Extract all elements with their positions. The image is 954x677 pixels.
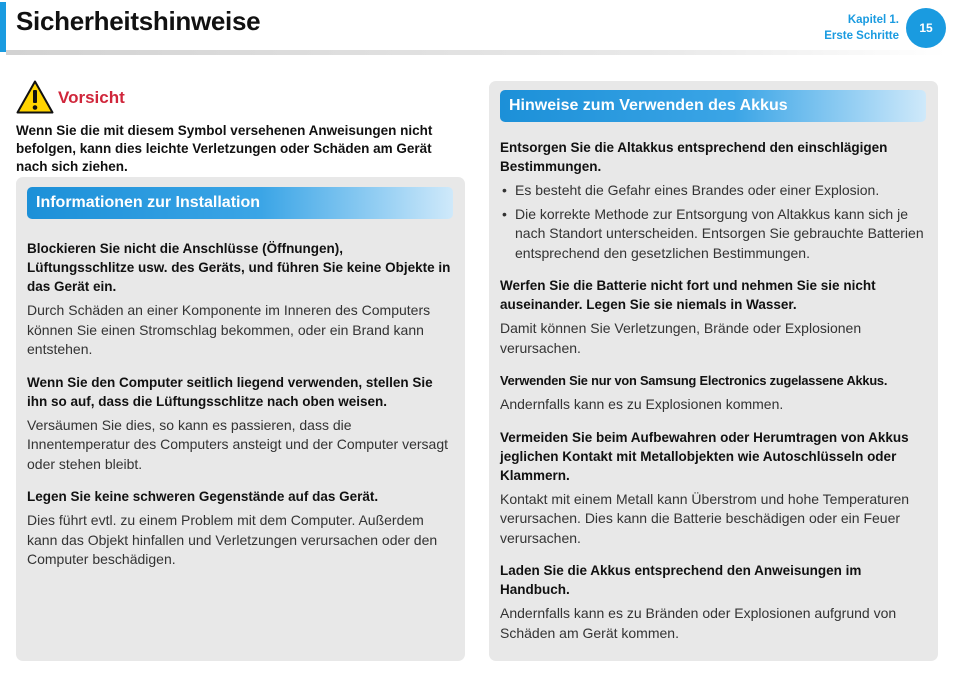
chapter-number: Kapitel 1. [847, 14, 899, 26]
installation-item-text: Versäumen Sie dies, so kann es passieren, dass die Innentemperatur des Computers ansteigt und der Computer versagt oder stehen bleibt. [27, 416, 449, 472]
battery-item-title: Verwenden Sie nur von Samsung Electronics zugelassene Akkus. [500, 373, 888, 388]
page-title: Sicherheitshinweise [16, 6, 261, 36]
caution-text: Wenn Sie die mit diesem Symbol versehenen Anweisungen nicht befolgen, kann dies leichte Verletzungen oder Schäden am Gerät nach sich ziehen. [16, 123, 433, 174]
battery-bullet: • Die korrekte Methode zur Entsorgung von Altakkus kann sich je nach Standort unterscheiden. Entsorgen Sie gebrauchte Batterien entsprechend den gesetzlichen Bestimmungen. [502, 205, 924, 261]
installation-item-text: Durch Schäden an einer Komponente im Inneren des Computers können Sie einen Stromschlag bekommen, oder ein Brand kann entstehen. [27, 302, 431, 357]
installation-heading: Informationen zur Installation [27, 187, 453, 219]
battery-bullet: • Es besteht die Gefahr eines Brandes oder einer Explosion. [502, 182, 880, 198]
header-divider [6, 50, 946, 55]
battery-item-text: Kontakt mit einem Metall kann Überstrom und hohe Temperaturen verursachen. Dies kann die Batterie beschädigen oder ein Feuer verursachen. [500, 490, 910, 546]
battery-item-title: Laden Sie die Akkus entsprechend den Anweisungen im Handbuch. [500, 563, 862, 597]
caution-label: Vorsicht [58, 88, 125, 107]
battery-item-title: Vermeiden Sie beim Aufbewahren oder Herumtragen von Akkus jeglichen Kontakt mit Metallobjekten wie Autoschlüsseln oder Klammern. [500, 429, 909, 483]
installation-panel [16, 177, 465, 661]
caution-heading [16, 80, 125, 114]
chapter-title: Erste Schritte [824, 30, 899, 42]
battery-item-title: Werfen Sie die Batterie nicht fort und nehmen Sie sie nicht auseinander. Legen Sie sie niemals in Wasser. [500, 278, 876, 312]
battery-panel [489, 81, 938, 661]
chapter-label [824, 12, 899, 44]
installation-item-title: Wenn Sie den Computer seitlich liegend verwenden, stellen Sie ihn so auf, dass die Lüftungsschlitze nach oben weisen. [27, 374, 433, 409]
battery-bullet-list [500, 181, 927, 263]
header-accent-bar [0, 2, 6, 52]
battery-item-text: Damit können Sie Verletzungen, Brände oder Explosionen verursachen. [500, 320, 862, 356]
battery-item-text: Andernfalls kann es zu Bränden oder Explosionen aufgrund von Schäden am Gerät kommen. [500, 605, 897, 641]
warning-triangle-icon [16, 80, 54, 114]
installation-item-title: Legen Sie keine schweren Gegenstände auf das Gerät. [27, 489, 379, 504]
installation-item-title: Blockieren Sie nicht die Anschlüsse (Öffnungen), Lüftungsschlitze usw. des Geräts, und führen Sie keine Objekte in das Gerät ein. [27, 241, 451, 294]
battery-heading: Hinweise zum Verwenden des Akkus [500, 90, 926, 122]
page-number-badge: 15 [906, 8, 946, 48]
battery-item-text: Andernfalls kann es zu Explosionen kommen. [500, 396, 784, 412]
battery-intro-title: Entsorgen Sie die Altakkus entsprechend den einschlägigen Bestimmungen. [500, 140, 888, 174]
installation-item-text: Dies führt evtl. zu einem Problem mit dem Computer. Außerdem kann das Objekt hinfallen und Verletzungen verursachen oder den Computer beschädigen. [27, 512, 438, 567]
